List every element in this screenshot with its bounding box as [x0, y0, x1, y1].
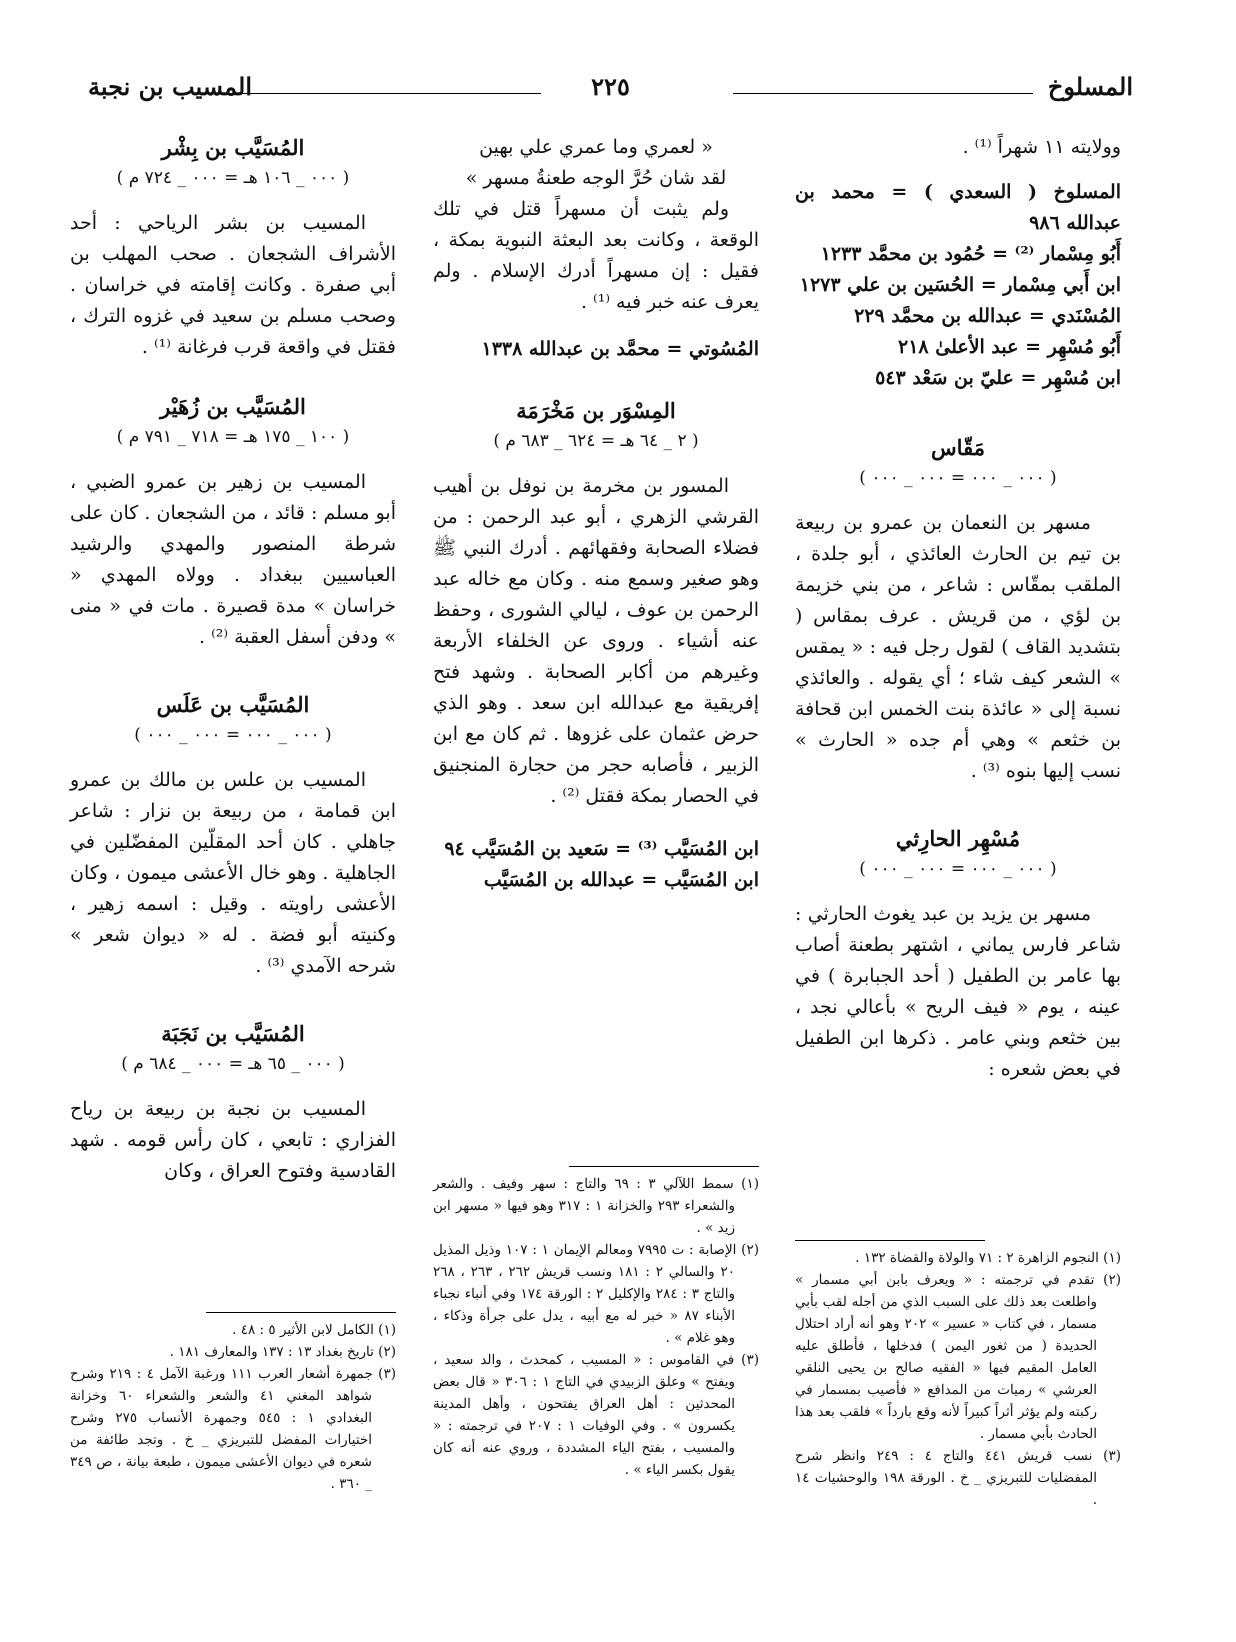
page-number: ٢٢٥	[591, 72, 630, 101]
entry-text: المسيب بن علس بن مالك بن عمرو ابن قمامة ، من ربيعة بن نزار : شاعر جاهلي . كان أحد المقلّين المفضّلين في الجاهلية . وهو خال الأعشى ميمون ، وكان الأعشى راويته . وقيل : اسمه زهير ، وكنيته أبو فضة . له « ديوان شعر » شرحه الآمدي ⁽³⁾ .	[70, 769, 396, 977]
footnote: (٢) تاريخ بغداد ١٣ : ١٣٧ والمعارف ١٨١ .	[169, 1344, 396, 1360]
verse-line: لقد شان حُرَّ الوجه طعنةُ مسهر »	[465, 167, 727, 189]
entry-title: المِسْوَر بن مَخْرَمَة	[516, 398, 676, 423]
entry-title: المُسَيَّب بن عَلَس	[156, 692, 310, 717]
entry-title: مَقّاس	[931, 435, 985, 460]
footnotes-middle	[433, 1166, 759, 1481]
header-rule-right	[733, 93, 1033, 94]
column-middle	[433, 132, 759, 896]
entry-text: المسيب بن زهير بن عمرو الضبي ، أبو مسلم : قائد ، من الشجعان . كان على شرطة المنصور والمهدي والرشيد العباسيين ببغداد . وولاه المهدي « خراسان » مدة قصيرة . مات في « منى » ودفن أسفل العقبة ⁽²⁾ .	[70, 471, 396, 648]
footnote-rule	[795, 1240, 985, 1241]
header-right-word: المسلوخ	[1047, 72, 1133, 101]
footnotes-right	[795, 1240, 1121, 1511]
paragraph-continuation: وولايته ١١ شهراً ⁽¹⁾ .	[962, 136, 1121, 158]
entry-dates: ( ٠٠٠ _ ٠٠٠ = ٠٠٠ _ ٠٠٠ )	[134, 725, 332, 745]
entry-text: مسهر بن النعمان بن عمرو بن ربيعة بن تيم بن الحارث العائذي ، أبو جلدة ، الملقب بمقّاس : شاعر ، من بني خزيمة بن لؤي ، من قريش . عرف بمقاس ( بتشديد القاف ) لقول رجل فيه : « يمقس » الشعر كيف شاء ؛ أي يقوله . والعائذي نسبة إلى « عائذة بنت الخمس ابن قحافة بن خثعم » وهي أم جده « الحارث » نسب إليها بنوه ⁽³⁾ .	[795, 512, 1121, 782]
footnote-rule	[206, 1312, 396, 1313]
running-header	[88, 72, 1133, 112]
footnote: (١) النجوم الزاهرة ٢ : ٧١ والولاة والقضاة ١٣٢ .	[855, 1250, 1121, 1266]
footnote: (١) سمط اللآلي ٣ : ٦٩ والتاج : سهر وفيف . والشعر والشعراء ٢٩٣ والخزانة ١ : ٣١٧ وهو فيها « مسهر ابن زيد » .	[433, 1176, 760, 1236]
column-left	[70, 132, 396, 1187]
footnote: (٣) نسب قريش ٤٤١ والتاج ٤ : ٢٤٩ وانظر شرح المفضليات للتبريزي _ خ . الورقة ١٩٨ والوحشيات ١٤ .	[795, 1448, 1121, 1508]
cross-reference: ابن المُسَيَّب = عبدالله بن المُسَيَّب	[483, 869, 759, 891]
verse-line: « لعمري وما عمري علي بهين	[479, 136, 713, 158]
footnote: (٢) الإصابة : ت ٧٩٩٥ ومعالم الإيمان ١ : ١٠٧ وذيل المذيل ٢٠ والسالي ٢ : ١٨١ ونسب قريش ٢٦٢ ، ٢٦٣ ، ٢٦٨ والتاج ٣ : ٢٨٤ والإكليل ٢ : الورقة ١٧٤ وفي أنباء نجباء الأبناء ٨٧ « خبر له مع أبيه ، يدل على جرأة وذكاء ، وهو غلام » .	[433, 1242, 759, 1346]
footnote: (١) الكامل لابن الأثير ٥ : ٤٨ .	[232, 1322, 396, 1338]
entry-dates: ( ٢ _ ٦٤ هـ = ٦٢٤ _ ٦٨٣ م )	[493, 431, 699, 451]
cross-reference: المسلوخ ( السعدي ) = محمد بن عبدالله ٩٨٦	[795, 181, 1121, 234]
footnote: (٢) تقدم في ترجمته : « ويعرف بابن أبي مسمار » واطلعت بعد ذلك على السبب الذي من أجله لقب بأبي مسمار ، في كتاب « عسير » ٢٠٢ وهو أنه أراد احتلال الحديدة ( من ثغور اليمن ) فدخلها ، فأطلق عليه العامل المقيم فيها « الفقيه صالح بن يحيى النلقي العرشي » رميات من المدافع « فأصيب بمسمار في ركبته ولم يؤثر أثراً كبيراً لأنه وقع بارداً » فلقب بعد هذا الحادث بأبي مسمار .	[795, 1272, 1121, 1442]
entry-title: المُسَيَّب بن نَجَبَة	[161, 1021, 305, 1046]
entry-text: المسور بن مخرمة بن نوفل بن أهيب القرشي الزهري ، أبو عبد الرحمن : من فضلاء الصحابة وفقهائهم . أدرك النبي ﷺ وهو صغير وسمع منه . وكان مع خاله عبد الرحمن بن عوف ، ليالي الشورى ، وحفظ عنه أشياء . وروى عن الخلفاء الأربعة وغيرهم من أكابر الصحابة . وشهد فتح إفريقية مع عبدالله ابن سعد . وهو الذي حرض عثمان على غزوها . ثم كان مع ابن الزبير ، فأصابه حجر من حجارة المنجنيق في الحصار بمكة فقتل ⁽²⁾ .	[433, 475, 759, 807]
entry-dates: ( ٠٠٠ _ ٦٥ هـ = ٠٠٠ _ ٦٨٤ م )	[121, 1054, 345, 1074]
entry-dates: ( ١٠٠ _ ١٧٥ هـ = ٧١٨ _ ٧٩١ م )	[116, 427, 350, 447]
cross-reference: أَبُو مِسْمار ⁽²⁾ = حُمُود بن محمَّد ١٢٣٣	[820, 243, 1121, 265]
cross-reference: المُسُوتي = محمَّد بن عبدالله ١٣٣٨	[481, 338, 759, 360]
entry-title: المُسَيَّب بن زُهَيْر	[160, 394, 306, 419]
header-left-word: المسيب بن نجبة	[88, 72, 253, 101]
entry-title: مُسْهِر الحارِثي	[895, 826, 1021, 851]
paragraph: ولم يثبت أن مسهراً قتل في تلك الوقعة ، وكانت بعد البعثة النبوية بمكة ، فقيل : إن مسهراً أدرك الإسلام . ولم يعرف عنه خبر فيه ⁽¹⁾ .	[433, 198, 759, 313]
cross-reference: ابن أَبي مِسْمار = الحُسَين بن علي ١٢٧٣	[799, 274, 1121, 296]
footnote: (٣) جمهرة أشعار العرب ١١١ ورغبة الآمل ٤ : ٢١٩ وشرح شواهد المغني ٤١ والشعر والشعراء ٦٠ وخزانة البغدادي ١ : ٥٤٥ وجمهرة الأنساب ٢٧٥ وشرح اختيارات المفضل للتبريزي _ خ . وتجد طائفة من شعره في ديوان الأعشى ميمون ، طبعة بيانة ، ص ٣٤٩ _ ٣٦٠ .	[70, 1366, 396, 1492]
entry-dates: ( ٠٠٠ _ ٠٠٠ = ٠٠٠ _ ٠٠٠ )	[859, 468, 1057, 488]
footnote-rule	[569, 1166, 759, 1167]
cross-reference: أَبُو مُسْهِر = عبد الأعلىٰ ٢١٨	[898, 336, 1121, 358]
entry-dates: ( ٠٠٠ _ ٠٠٠ = ٠٠٠ _ ٠٠٠ )	[859, 859, 1057, 879]
entry-dates: ( ٠٠٠ _ ١٠٦ هـ = ٠٠٠ _ ٧٢٤ م )	[116, 168, 350, 188]
header-rule-left	[233, 93, 541, 94]
entry-text: المسيب بن نجبة بن ربيعة بن رياح الفزاري : تابعي ، كان رأس قومه . شهد القادسية وفتوح العراق ، وكان	[70, 1098, 396, 1182]
entry-text: مسهر بن يزيد بن عبد يغوث الحارثي : شاعر فارس يماني ، اشتهر بطعنة أصاب بها عامر بن الطفيل ( أحد الجبابرة ) في عينه ، يوم « فيف الريح » بأعالي نجد ، بين خثعم وبني عامر . ذكرها ابن الطفيل في بعض شعره :	[795, 903, 1121, 1080]
entry-text: المسيب بن بشر الرياحي : أحد الأشراف الشجعان . صحب المهلب بن أبي صفرة . وكانت إقامته في خراسان . وصحب مسلم بن سعيد في غزوه الترك ، فقتل في واقعة قرب فرغانة ⁽¹⁾ .	[70, 212, 396, 358]
cross-reference: ابن المُسَيَّب ⁽³⁾ = سَعيد بن المُسَيَّب ٩٤	[444, 838, 759, 860]
entry-title: المُسَيَّب بن بِشْر	[161, 135, 305, 160]
column-right	[795, 132, 1121, 1085]
cross-reference: المُسْنَدي = عبدالله بن محمَّد ٢٢٩	[854, 305, 1121, 327]
footnotes-left	[70, 1312, 396, 1495]
cross-reference: ابن مُسْهِر = عليّ بن سَعْد ٥٤٣	[875, 367, 1121, 389]
footnote: (٣) في القاموس : « المسيب ، كمحدث ، والد سعيد ، ويفتح » وعلق الزبيدي في التاج ١ : ٣٠٦ « قال بعض المحدثين : أهل العراق يفتحون ، وأهل المدينة يكسرون » . وفي الوفيات ١ : ٢٠٧ في ترجمته : « والمسيب ، بفتح الياء المشددة ، وروي عنه أنه كان يقول بكسر الياء » .	[433, 1352, 759, 1478]
